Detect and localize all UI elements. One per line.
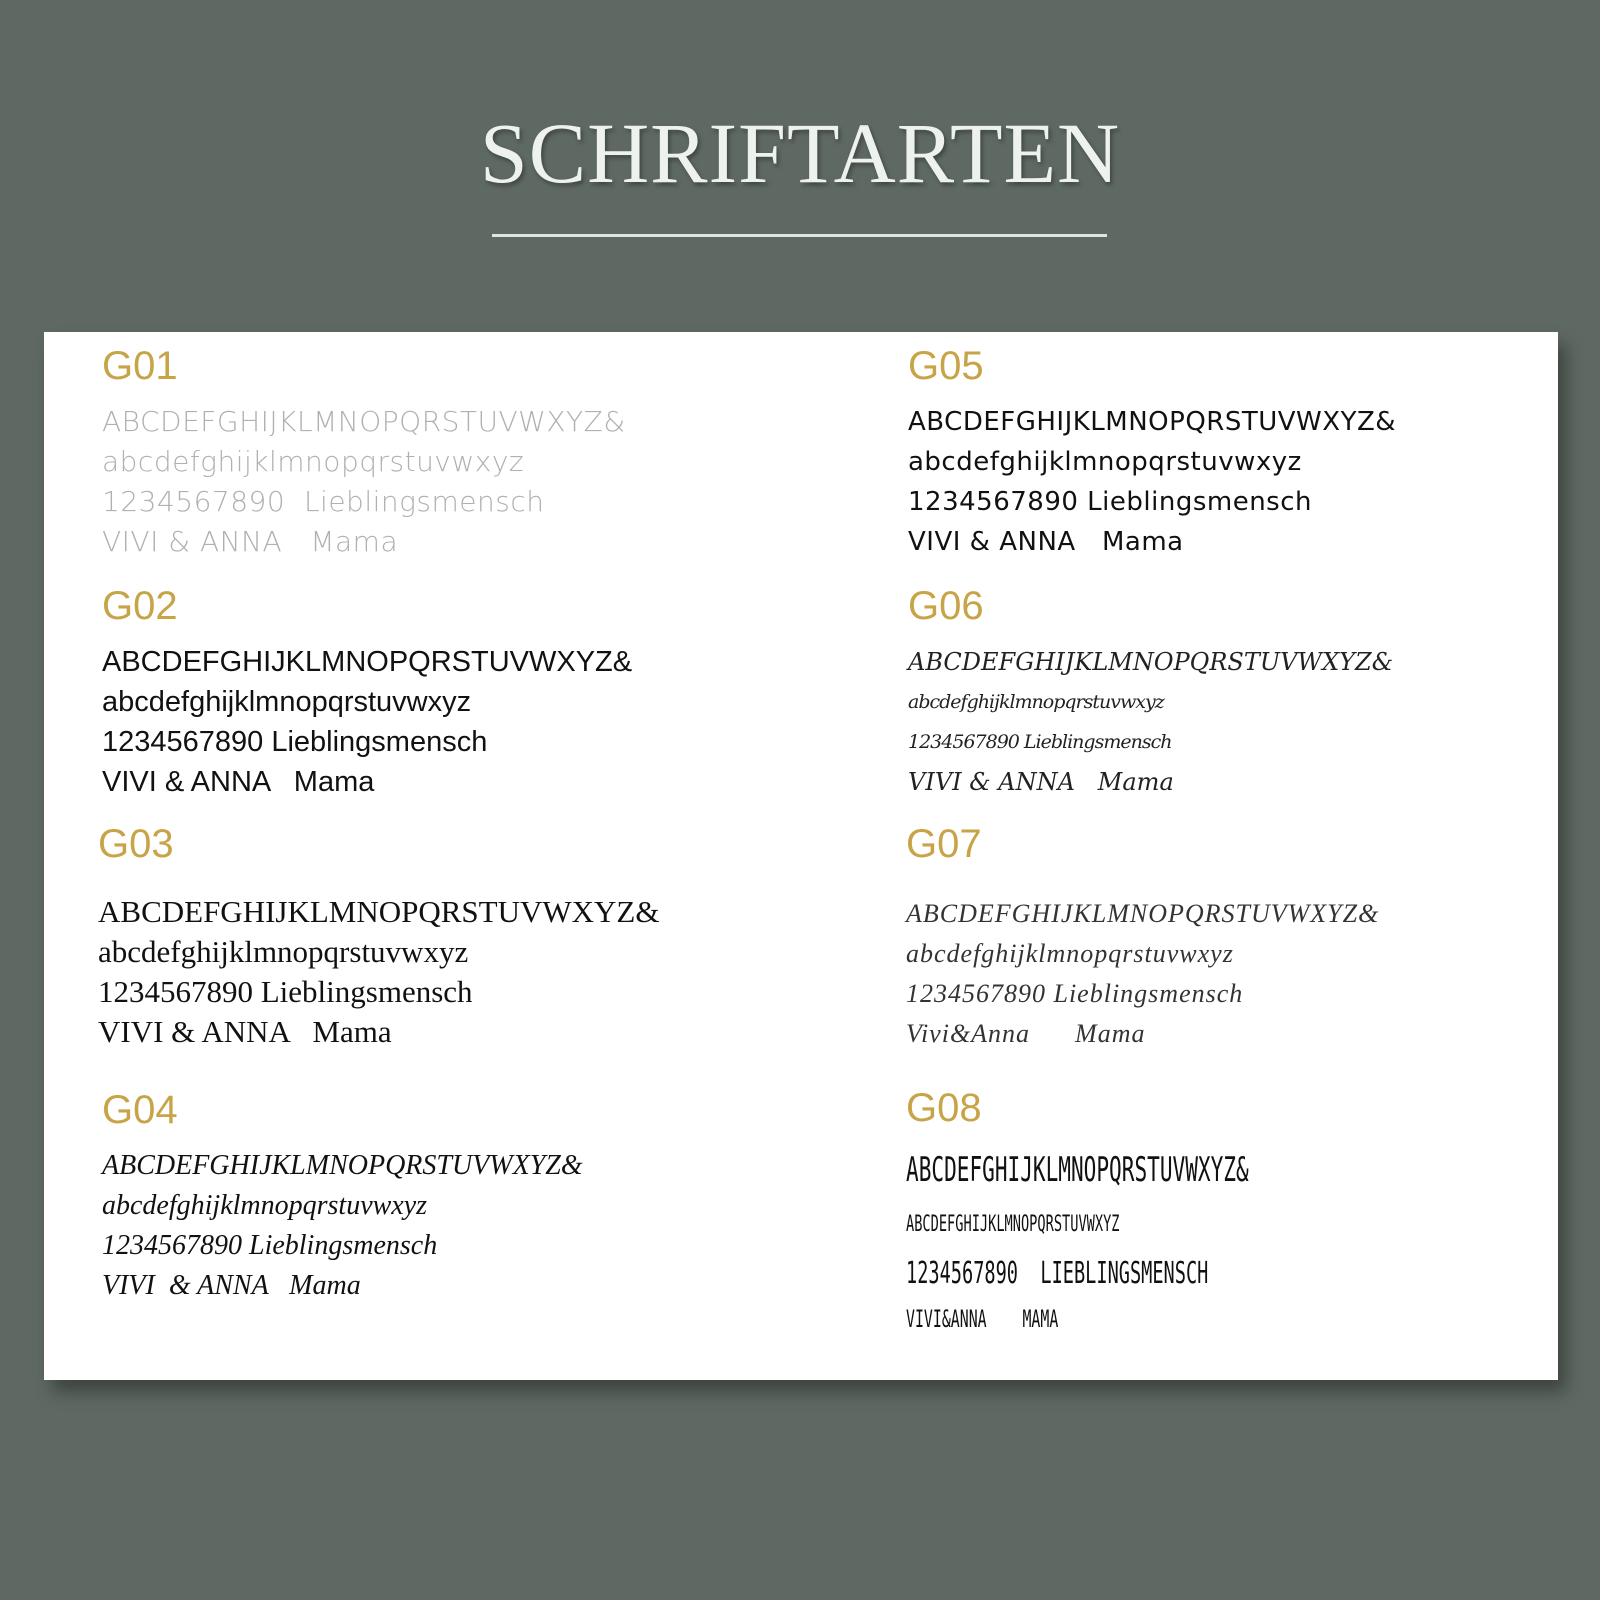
sample-lowercase: abcdefghijklmnopqrstuvwxyz: [102, 445, 525, 478]
sample-lowercase: abcdefghijklmnopqrstuvwxyz: [102, 686, 472, 718]
page-title: SCHRIFTARTEN: [479, 105, 1121, 201]
font-code: G04: [102, 1088, 178, 1132]
sample-lowercase: abcdefghijklmnopqrstuvwxyz: [908, 447, 1302, 477]
font-code: G03: [98, 822, 174, 866]
sample-lowercase: abcdefghijklmnopqrstuvwxyz: [906, 939, 1234, 968]
sample-uppercase: ABCDEFGHIJKLMNOPQRSTUVWXYZ&: [908, 407, 1397, 437]
sample-lowercase: abcdefghijklmnopqrstuvwxyz: [908, 691, 1164, 713]
sample-uppercase: ABCDEFGHIJKLMNOPQRSTUVWXYZ&: [906, 1150, 1249, 1190]
font-sample-g04: [102, 1090, 583, 1306]
sample-numbers: 1234567890 Lieblingsmensch: [908, 731, 1172, 753]
font-sample-g07: [906, 824, 1379, 1054]
font-sample-g08: [906, 1088, 1459, 1338]
sample-lowercase: abcdefghijklmnopqrstuvwxyz: [98, 934, 469, 969]
font-sample-g01: [102, 346, 626, 562]
sample-names: VIVI & ANNA Mama: [102, 525, 399, 558]
font-code: G07: [906, 822, 982, 866]
title-divider: [492, 234, 1107, 237]
sample-names: VIVI & ANNA Mama: [102, 1270, 361, 1301]
sample-numbers: 1234567890 Lieblingsmensch: [102, 1230, 438, 1261]
sample-numbers: 1234567890 LIEBLINGSMENSCH: [906, 1256, 1209, 1291]
font-sample-g06: [908, 586, 1393, 802]
sample-lowercase: abcdefghijklmnopqrstuvwxyz: [102, 1190, 428, 1221]
sample-names: VIVI & ANNA Mama: [908, 527, 1184, 557]
sample-names: VIVI&ANNA MAMA: [906, 1305, 1059, 1333]
sample-uppercase: ABCDEFGHIJKLMNOPQRSTUVWXYZ&: [102, 646, 633, 678]
sample-numbers: 1234567890 Lieblingsmensch: [102, 726, 488, 758]
font-sample-g02: [102, 586, 632, 802]
sample-uppercase: ABCDEFGHIJKLMNOPQRSTUVWXYZ&: [102, 405, 626, 438]
sample-names: VIVI & ANNA Mama: [908, 768, 1174, 796]
sample-uppercase: ABCDEFGHIJKLMNOPQRSTUVWXYZ&: [908, 648, 1394, 676]
font-sample-g03: [98, 824, 659, 1052]
font-code: G05: [908, 344, 984, 388]
sample-numbers: 1234567890 Lieblingsmensch: [906, 979, 1244, 1008]
sample-numbers: 1234567890 Lieblingsmensch: [908, 487, 1312, 517]
font-sample-card: [44, 332, 1558, 1380]
font-code: G08: [906, 1086, 982, 1130]
sample-uppercase: ABCDEFGHIJKLMNOPQRSTUVWXYZ&: [102, 1150, 583, 1181]
sample-names: Vivi&Anna Mama: [906, 1019, 1146, 1048]
font-sample-g05: [908, 346, 1396, 562]
sample-numbers: 1234567890 Lieblingsmensch: [98, 974, 473, 1009]
font-code: G06: [908, 584, 984, 628]
font-code: G01: [102, 344, 178, 388]
font-code: G02: [102, 584, 178, 628]
sample-numbers: 1234567890 Lieblingsmensch: [102, 485, 545, 518]
sample-names: VIVI & ANNA Mama: [102, 766, 375, 798]
sample-uppercase: ABCDEFGHIJKLMNOPQRSTUVWXYZ&: [906, 899, 1380, 928]
sample-uppercase: ABCDEFGHIJKLMNOPQRSTUVWXYZ&: [98, 894, 660, 929]
sample-names: VIVI & ANNA Mama: [98, 1014, 392, 1049]
sample-smallcaps: ABCDEFGHIJKLMNOPQRSTUVWXYZ: [906, 1212, 1120, 1237]
